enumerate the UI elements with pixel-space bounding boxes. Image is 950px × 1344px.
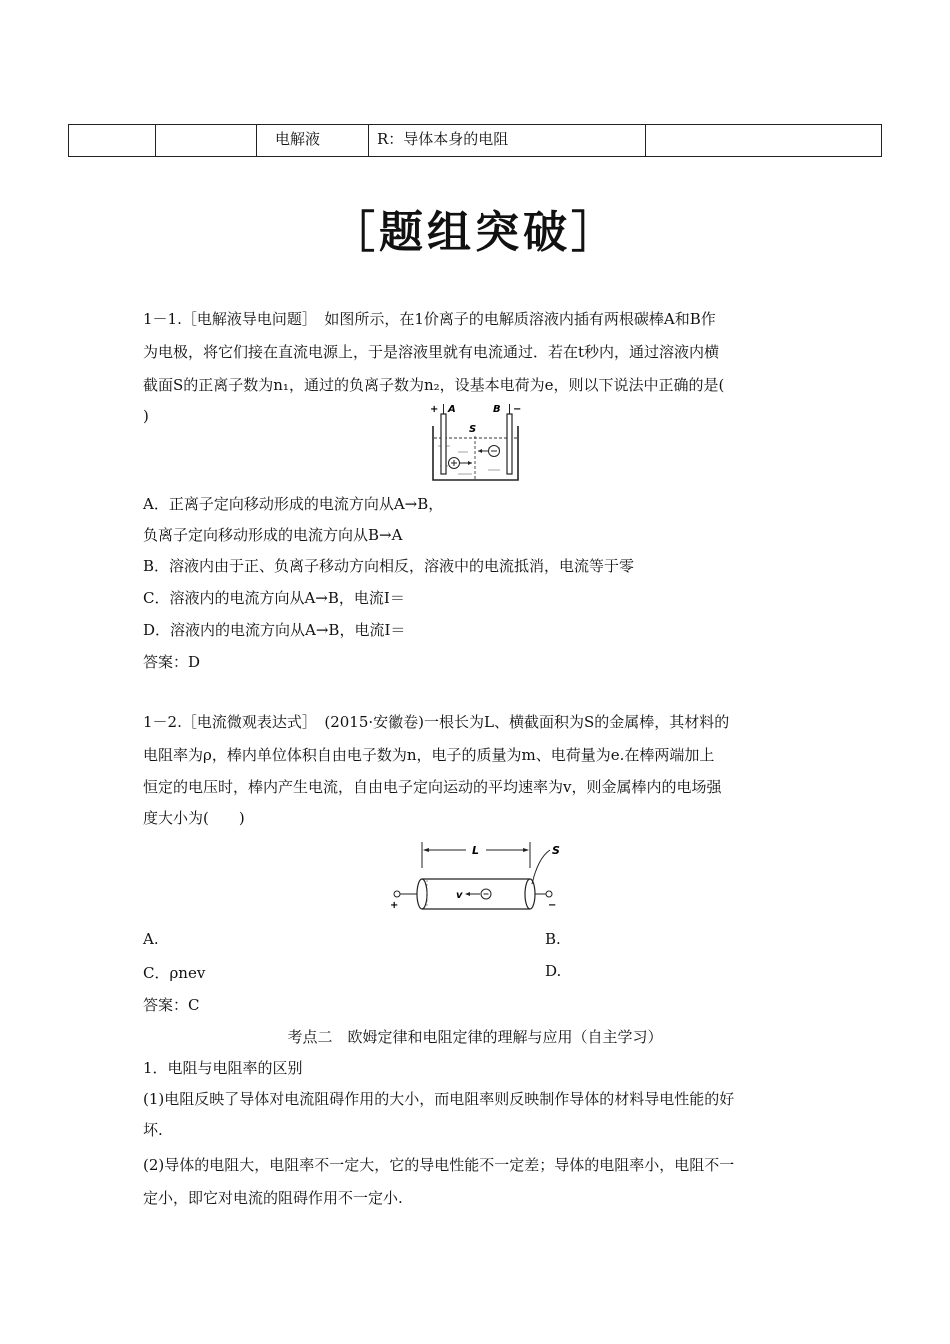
q2-line-1: 1－2.［电流微观表达式］ (2015·安徽卷)一根长为L、横截面积为S的金属棒，其材料的	[143, 713, 730, 731]
kaodian-p1-line-2: 坏.	[143, 1121, 163, 1139]
rod-right-end	[525, 879, 535, 909]
q1-option-d: D．溶液内的电流方向从A→B，电流I＝	[143, 621, 406, 639]
q1-line-4: )	[143, 407, 149, 425]
table-cell	[646, 125, 882, 157]
electrode-b	[507, 414, 512, 474]
q1-line-2: 为电极，将它们接在直流电源上，于是溶液里就有电流通过．若在t秒内，通过溶液内横	[143, 343, 720, 361]
rod-left-end	[417, 879, 427, 909]
arrow-head-icon	[478, 449, 482, 453]
kaodian-p1-line-1: (1)电阻反映了导体对电流阻碍作用的大小，而电阻率则反映制作导体的材料导电性能的好	[143, 1090, 735, 1108]
arrow-head-icon	[468, 461, 472, 465]
electrode-a	[441, 414, 446, 474]
s-pointer	[532, 850, 550, 884]
q1-line-3: 截面S的正离子数为n₁，通过的负离子数为n₂，设基本电荷为e，则以下说法中正确的是(	[143, 376, 725, 394]
arrow-head-icon	[523, 848, 529, 852]
plus-label: +	[430, 404, 439, 415]
section-title: ［题组突破］	[331, 207, 619, 258]
table-cell	[156, 125, 257, 157]
q1-option-a-cont: 负离子定向移动形成的电流方向从B→A	[143, 526, 403, 544]
plus-terminal-label: +	[390, 900, 399, 911]
q2-option-d: D.	[545, 962, 562, 980]
q2-line-4: 度大小为( )	[143, 809, 245, 827]
table-cell-electrolyte: 电解液	[257, 125, 369, 157]
minus-terminal-label: −	[548, 900, 557, 911]
q2-option-c: C．ρnev	[143, 964, 206, 982]
kaodian-item-1: 1．电阻与电阻率的区别	[143, 1059, 303, 1077]
electrolysis-figure	[428, 400, 528, 488]
metal-rod-figure	[388, 838, 568, 914]
label-v: v	[456, 890, 463, 901]
table-row	[69, 125, 882, 157]
q1-option-b: B．溶液内由于正、负离子移动方向相反，溶液中的电流抵消，电流等于零	[143, 557, 635, 575]
table-cell	[69, 125, 156, 157]
terminal-left	[394, 891, 400, 897]
kaodian-p2-line-1: (2)导体的电阻大，电阻率不一定大，它的导电性能不一定差；导体的电阻率小，电阻不一	[143, 1156, 735, 1174]
q1-line-1: 1－1.［电解液导电问题］ 如图所示，在1价离子的电解质溶液内插有两根碳棒A和B作	[143, 310, 716, 328]
label-b: B	[493, 404, 501, 415]
minus-label: −	[513, 404, 522, 415]
resistance-table	[68, 124, 882, 157]
q2-option-a: A.	[143, 930, 159, 948]
arrow-head-icon	[465, 892, 470, 896]
label-a: A	[448, 404, 456, 415]
kaodian-p2-line-2: 定小，即它对电流的阻碍作用不一定小.	[143, 1189, 403, 1207]
q1-answer: 答案：D	[143, 653, 201, 671]
label-s: S	[469, 424, 477, 435]
label-l: L	[472, 844, 480, 857]
table-cell-resistance: R：导体本身的电阻	[369, 125, 646, 157]
q2-option-b: B.	[545, 930, 561, 948]
label-s: S	[552, 844, 560, 857]
q2-line-2: 电阻率为ρ，棒内单位体积自由电子数为n，电子的质量为m、电荷量为e.在棒两端加上	[143, 746, 715, 764]
q1-option-c: C．溶液内的电流方向从A→B，电流I＝	[143, 589, 405, 607]
q1-option-a: A．正离子定向移动形成的电流方向从A→B，	[143, 495, 444, 513]
q2-answer: 答案：C	[143, 996, 200, 1014]
kaodian-heading: 考点二 欧姆定律和电阻定律的理解与应用（自主学习）	[287, 1028, 663, 1046]
terminal-right	[546, 891, 552, 897]
q2-line-3: 恒定的电压时，棒内产生电流，自由电子定向运动的平均速率为v，则金属棒内的电场强	[143, 778, 722, 796]
arrow-head-icon	[423, 848, 429, 852]
